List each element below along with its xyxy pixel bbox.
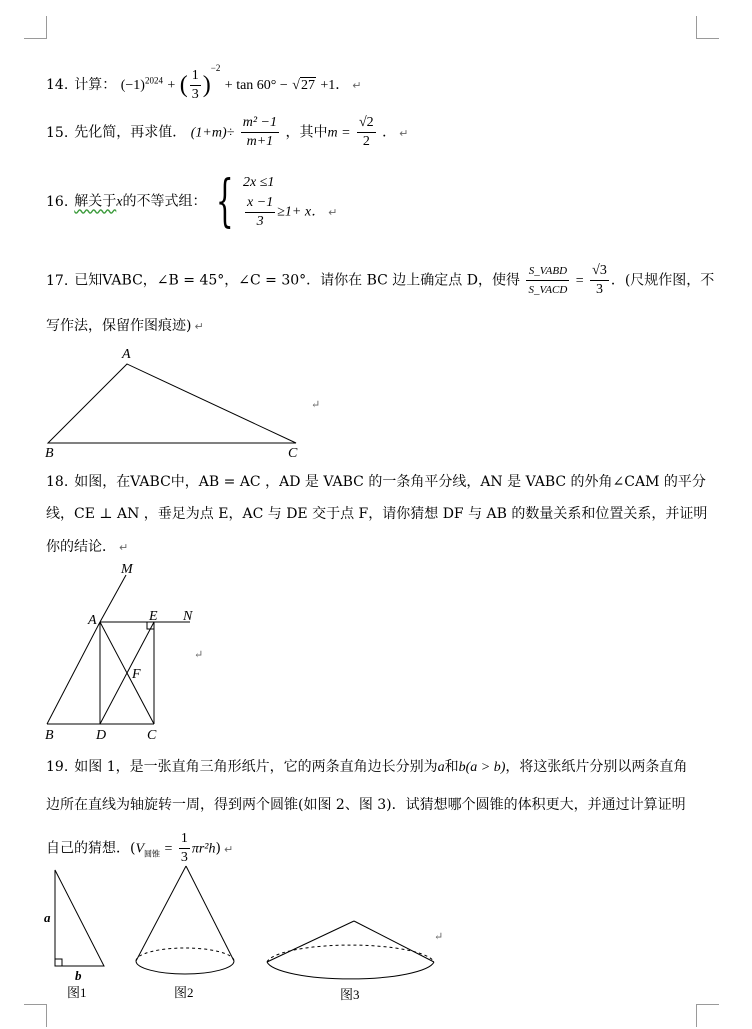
paragraph-mark: ↵: [194, 320, 204, 333]
label-N: N: [183, 609, 193, 624]
label-C: C: [147, 728, 157, 743]
question-17-line2: 写作法，保留作图痕迹) ↵: [46, 318, 204, 334]
question-18-line2: 线，CE ⊥ AN ，垂足为点 E，AC 与 DE 交于点 F，请你猜想 DF 与 AB 的数量关系和位置关系，并证明: [46, 506, 708, 522]
label-A: A: [88, 613, 97, 628]
paragraph-mark: ↵: [352, 79, 362, 92]
paragraph-mark: ↵: [194, 649, 204, 661]
label-C: C: [288, 446, 298, 461]
label-B: B: [45, 728, 54, 743]
paragraph-mark: ↵: [399, 126, 409, 140]
question-15: 15. 先化简，再求值． (1+m)÷ $\frac{\text{m² −1}}{m+1}$ ，其中m = $\frac{√2}{2}$ ． ↵: [46, 115, 409, 149]
label-F: F: [132, 667, 141, 682]
paragraph-mark: ↵: [223, 842, 234, 856]
paragraph-mark: ↵: [328, 205, 338, 219]
caption-figure-3: 图3: [340, 987, 360, 1002]
question-18: 18. 如图，在VABC中，AB = AC ，AD 是 VABC 的一条角平分线，AN 是 VABC 的外角∠CAM 的平分: [46, 474, 706, 490]
caption-figure-2: 图2: [174, 985, 194, 1000]
question-19-line3: 自己的猜想．($V_{圆锥}$ = $\frac{1}{3}$ πr²h) ↵: [46, 831, 234, 865]
label-B: B: [45, 446, 54, 461]
label-E: E: [149, 609, 158, 624]
question-18-line3: 你的结论． ↵: [46, 539, 129, 555]
label-D: D: [96, 728, 107, 743]
question-14: 14. 计算： $(-1)^{2024}$ + ( $\frac{1}{3}$ )$^{-2}$ + tan 60° − √27 +1． ↵: [46, 63, 362, 102]
question-19: 19. 如图 1，是一张直角三角形纸片，它的两条直角边长分别为a和b(a > b)，将这张纸片分别以两条直角: [46, 759, 688, 775]
label-A: A: [122, 347, 131, 362]
label-M: M: [121, 562, 133, 577]
caption-figure-1: 图1: [67, 985, 87, 1000]
label-a: a: [44, 910, 51, 925]
question-19-line2: 边所在直线为轴旋转一周，得到两个圆锥(如图 2、图 3)．试猜想哪个圆锥的体积更大，并通过计算证明: [46, 797, 686, 813]
paragraph-mark: ↵: [311, 399, 321, 411]
question-17: 17. 已知VABC，∠B = 45°，∠C = 30°．请你在 BC 边上确定点 D，使得 $\frac{\text{S\_VABD}}{\text{S\_VACD}}$ = $\frac{√3}{3}$ ．(尺规作图，不: [46, 263, 715, 297]
paragraph-mark: ↵: [434, 931, 444, 943]
question-16: 16. 解关于x的不等式组： { 2x ≤1 $\frac{x -1}{3}$ ≥1+ x． ↵: [46, 168, 338, 234]
paragraph-mark: ↵: [119, 541, 129, 554]
label-b: b: [75, 968, 82, 983]
